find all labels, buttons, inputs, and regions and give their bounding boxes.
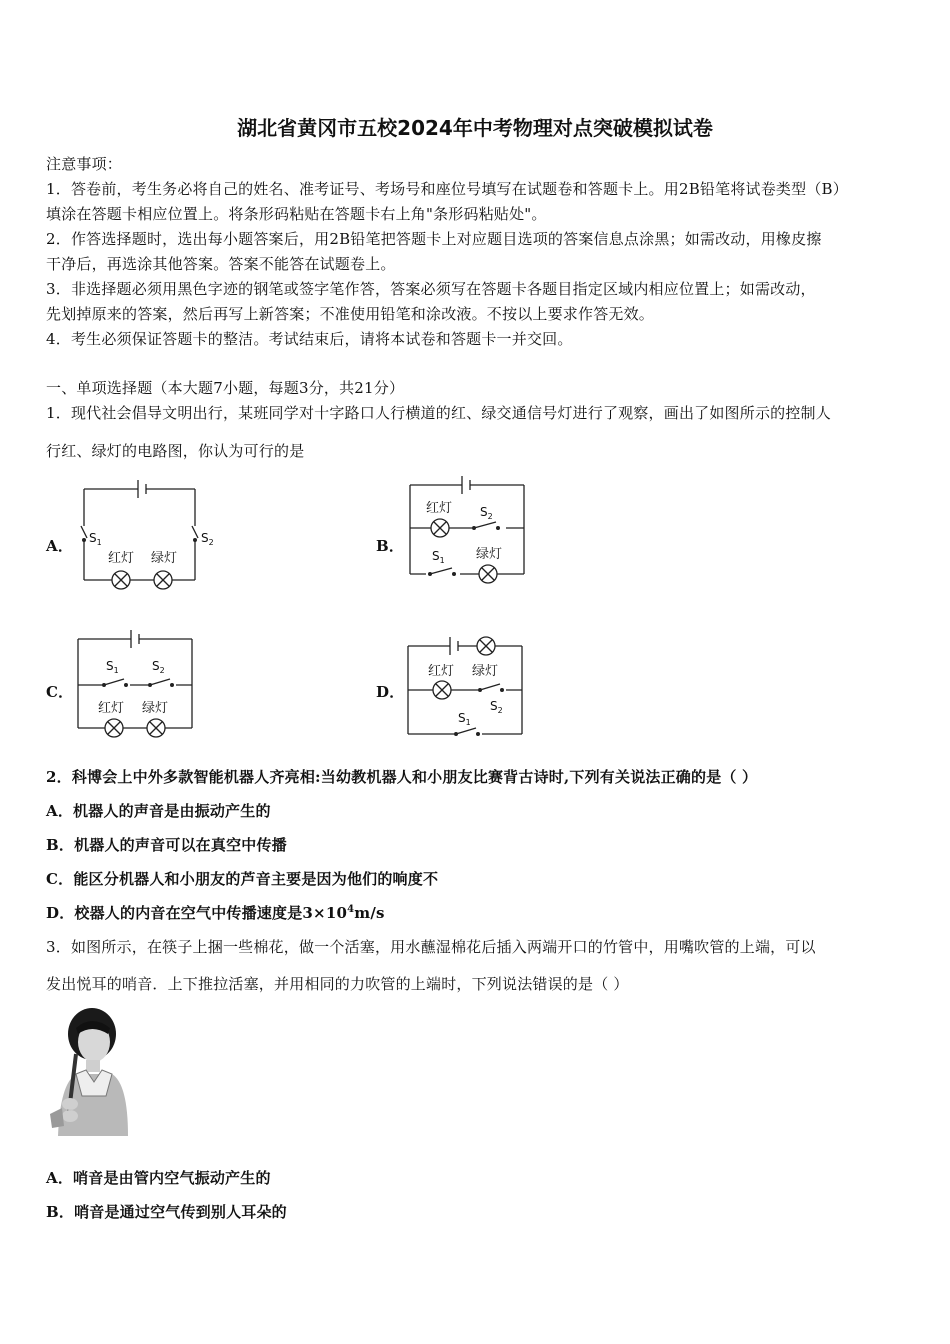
- red-lamp-label: 红灯: [426, 501, 453, 516]
- question-2-option-c: C．能区分机器人和小朋友的芦音主要是因为他们的响度不: [46, 870, 439, 888]
- switch-s1-label: $S_1$: [89, 531, 102, 547]
- notice-line: 先划掉原来的答案，然后再写上新答案；不准使用铅笔和涂改液。不按以上要求作答无效。: [46, 305, 655, 323]
- notice-line: 1．答卷前，考生务必将自己的姓名、准考证号、考场号和座位号填写在试题卷和答题卡上。用2B铅笔将试卷类型（B）: [46, 180, 848, 198]
- switch-s2-label: $S_2$: [201, 531, 214, 547]
- red-lamp-label: 红灯: [98, 701, 125, 716]
- circuit-diagram-b: [402, 470, 532, 586]
- notice-line: 填涂在答题卡相应位置上。将条形码粘贴在答题卡右上角"条形码粘贴处"。: [46, 205, 547, 223]
- notice-line: 3．非选择题必须用黑色字迹的钢笔或签字笔作答，答案必须写在答题卡各题目指定区域内相应位置上；如需改动，: [46, 280, 816, 298]
- green-lamp-label: 绿灯: [151, 551, 178, 566]
- option-a-label: A．: [46, 537, 74, 555]
- page-title: 湖北省黄冈市五校2024年中考物理对点突破模拟试卷: [237, 116, 713, 140]
- notice-heading: 注意事项：: [46, 155, 123, 173]
- question-1-stem: 行红、绿灯的电路图，你认为可行的是: [46, 442, 305, 460]
- circuit-diagram-d: [400, 630, 532, 746]
- circuit-diagram-a: [72, 474, 232, 598]
- switch-s1-label: $S_1$: [106, 659, 119, 675]
- girl-blowing-whistle-photo: [46, 1004, 130, 1140]
- red-lamp-label: 红灯: [108, 551, 135, 566]
- question-2-stem: 2．科博会上中外多款智能机器人齐亮相:当幼教机器人和小朋友比赛背古诗时,下列有关说法正确的是（ ）: [46, 768, 758, 786]
- question-3-stem: 发出悦耳的哨音．上下推拉活塞，并用相同的力吹管的上端时，下列说法错误的是（ ）: [46, 975, 629, 993]
- question-1-stem: 1．现代社会倡导文明出行，某班同学对十字路口人行横道的红、绿交通信号灯进行了观察，画出了如图所示的控制人: [46, 404, 831, 422]
- question-3-option-a: A．哨音是由管内空气振动产生的: [46, 1169, 271, 1187]
- green-lamp-label: 绿灯: [142, 701, 169, 716]
- question-2-option-a: A．机器人的声音是由振动产生的: [46, 802, 271, 820]
- circuit-diagram-c: [70, 624, 200, 740]
- question-2-option-b: B．机器人的声音可以在真空中传播: [46, 836, 287, 854]
- section-heading: 一、单项选择题（本大题7小题，每题3分，共21分）: [46, 379, 405, 397]
- question-2-option-d: D．校器人的内音在空气中传播速度是$3\times 10^4m/s$: [46, 904, 385, 922]
- switch-s2-label: $S_2$: [152, 659, 165, 675]
- green-lamp-label: 绿灯: [476, 547, 503, 562]
- switch-s1-label: $S_1$: [458, 711, 471, 727]
- red-lamp-label: 红灯: [428, 664, 455, 679]
- notice-line: 4．考生必须保证答题卡的整洁。考试结束后，请将本试卷和答题卡一并交回。: [46, 330, 573, 348]
- option-c-label: C．: [46, 683, 74, 701]
- green-lamp-label: 绿灯: [472, 664, 499, 679]
- switch-s1-label: $S_1$: [432, 549, 445, 565]
- question-3-option-b: B．哨音是通过空气传到别人耳朵的: [46, 1203, 287, 1221]
- switch-s2-label: $S_2$: [490, 699, 503, 715]
- question-3-stem: 3．如图所示，在筷子上捆一些棉花，做一个活塞，用水蘸湿棉花后插入两端开口的竹管中，用嘴吹管的上端，可以: [46, 938, 816, 956]
- switch-s2-label: $S_2$: [480, 505, 493, 521]
- notice-line: 2．作答选择题时，选出每小题答案后，用2B铅笔把答题卡上对应题目选项的答案信息点涂黑；如需改动，用橡皮擦: [46, 230, 822, 248]
- notice-line: 干净后，再选涂其他答案。答案不能答在试题卷上。: [46, 255, 396, 273]
